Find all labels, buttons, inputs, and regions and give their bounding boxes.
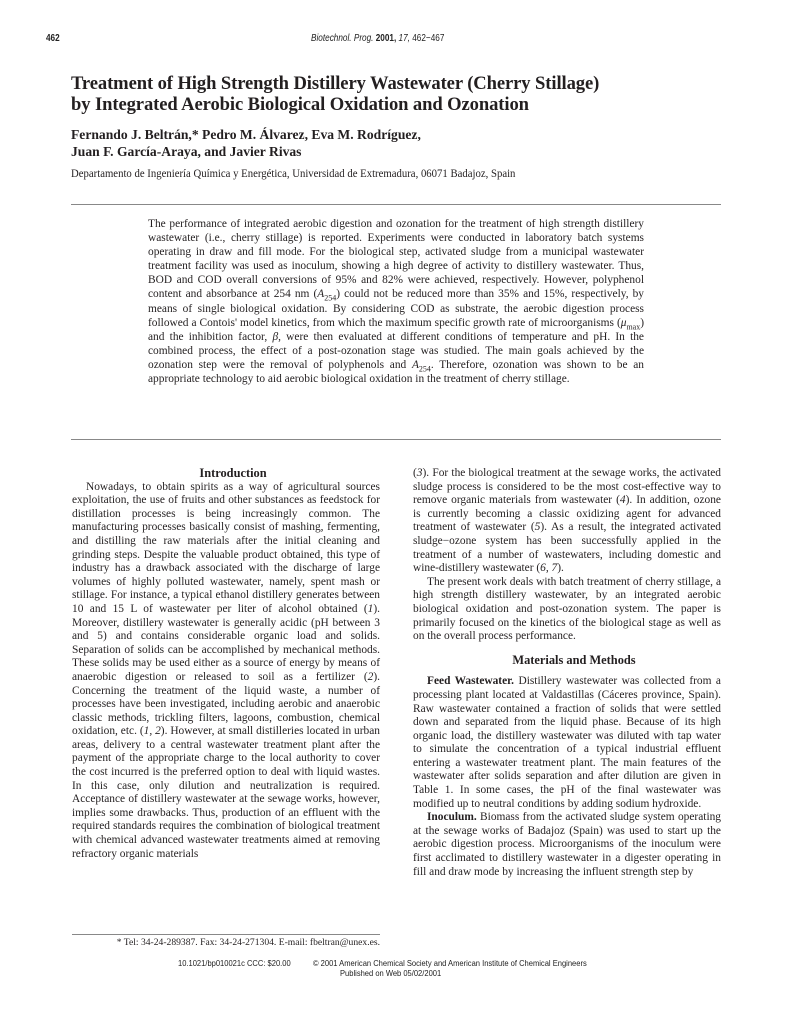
corresponding-author-footnote: * Tel: 34-24-289387. Fax: 34-24-271304. E-mail: fbeltran@unex.es.: [116, 937, 380, 948]
right-column: [413, 467, 721, 879]
affiliation: Departamento de Ingeniería Química y Energética, Universidad de Extremadura, 06071 Badajoz, Spain: [71, 168, 516, 180]
abstract-text-1: The performance of integrated aerobic digestion and ozonation for the treatment of high strength distillery wastewater (i.e., cherry stillage) is reported. Experiments were conducted in laboratory batch systems operating in draw and fill mode. For the biological step, activated sludge from a municipal wastewater treatment facility was used as inoculum, showing a high degree of activity to distillery wastewater. Thus, BOD and COD overall conversions of 95% and 82% were achieved, respectively. However, polyphenol content and absorbance at 254 nm (: [148, 218, 644, 301]
intro-text: ). In addition, ozone is currently becoming a classic oxidizing agent for advanced treatment of wastewater (: [413, 494, 721, 534]
published-date: Published on Web 05/02/2001: [340, 968, 442, 978]
title-line-2: by Integrated Aerobic Biological Oxidation and Ozonation: [71, 94, 529, 115]
copyright: © 2001 American Chemical Society and American Institute of Chemical Engineers: [313, 958, 587, 968]
intro-text: ).: [557, 562, 564, 575]
journal-pages: 462−467: [412, 33, 445, 44]
abstract-top-rule: [71, 204, 721, 205]
methods-heading: Materials and Methods: [512, 652, 636, 667]
intro-paragraph-2: The present work deals with batch treatment of cherry stillage, a high strength distillery wastewater, by an integrated aerobic biological oxidation and post-ozonation system. The paper is primarily focused on the kinetics of the biological stage as well as on the overall process performance.: [413, 575, 721, 643]
journal-name: Biotechnol. Prog.: [311, 33, 374, 44]
abstract: [148, 217, 644, 386]
citation-ref[interactable]: 1: [367, 602, 374, 615]
citation-ref[interactable]: 2: [367, 670, 374, 683]
authors-line-2: Juan F. García-Araya, and Javier Rivas: [71, 144, 302, 159]
journal-citation: [311, 33, 444, 44]
feed-wastewater-label: Feed Wastewater.: [427, 675, 515, 688]
abstract-bottom-rule: [71, 439, 721, 440]
introduction-heading: Introduction: [199, 466, 267, 480]
footnote-rule: [72, 934, 380, 935]
inoculum-label: Inoculum.: [427, 811, 477, 824]
page-number: 462: [46, 33, 60, 44]
journal-year: 2001,: [375, 33, 397, 44]
intro-text: (: [413, 467, 417, 479]
abstract-text-3: ) and the inhibition factor,: [148, 316, 644, 343]
mu-subscript: max: [626, 321, 641, 331]
intro-paragraph-1-continued: [413, 467, 721, 576]
author-list: [71, 126, 421, 160]
intro-text: ). For the biological treatment at the sewage works, the activated sludge process is considered to be the most cost-effective way to remove organic materials from wastewater (: [413, 467, 721, 507]
article-title: [71, 73, 751, 115]
inoculum-paragraph: [413, 811, 721, 879]
inoculum-text: Biomass from the activated sludge system operating at the sewage works of Badajoz (Spain) was used to start up the aerobic digestion process. Microorganisms of the inoculum were first acclimated to distillery wastewater in a digester operating in fill and draw mode by increasing the influent strength step by: [413, 811, 721, 878]
abstract-text-5: . Therefore, ozonation was shown to be an appropriate technology to aid aerobic biological oxidation in the treatment of cherry stillage.: [148, 358, 644, 386]
citation-ref[interactable]: 5: [534, 521, 541, 534]
citation-ref[interactable]: 1, 2: [143, 725, 161, 738]
a254-subscript-2: 254: [418, 364, 431, 374]
citation-ref[interactable]: 3: [416, 467, 423, 479]
citation-ref[interactable]: 4: [619, 494, 626, 507]
intro-text: Nowadays, to obtain spirits as a way of agricultural sources exploitation, the use of fruits and other substances as feedstock for distillation processes is being increasingly common. The manufacturing processes basically consist of mashing, fermenting, and distilling the raw materials after the initial cleaning and grinding steps. Despite the valuable product obtained, this type of industry has a drawback associated with the discharge of large volumes of highly polluted wastewater, namely, spent mash or stillage. For instance, a typical ethanol distillery generates between 10 and 15 L of wastewater per liter of alcohol obtained (: [72, 480, 380, 615]
beta-symbol: β: [272, 330, 279, 343]
authors-line-1: Fernando J. Beltrán,* Pedro M. Álvarez, Eva M. Rodríguez,: [71, 127, 421, 142]
citation-ref[interactable]: 6, 7: [540, 562, 558, 575]
left-column: [72, 467, 380, 861]
intro-paragraph-1: [72, 481, 380, 862]
feed-wastewater-text: Distillery wastewater was collected from a processing plant located at Valdastillas (Cáceres province, Spain). Raw wastewater contained a fraction of solids that were settled down and separated from the liquid phase. Because of its high organic load, the distillery wastewater was diluted with tap water to simulate the concentration of a typical industrial effluent entering a wastewater treatment plant. The main features of the wastewater after solids separation and after dilution are given in Table 1. In some cases, the pH of the final wastewater was modified up to neutral conditions by adding sodium hydroxide.: [413, 675, 721, 810]
title-line-1: Treatment of High Strength Distillery Wastewater (Cherry Stillage): [71, 73, 600, 94]
abstract-text-2: ) could not be reduced more than 35% and 15%, respectively, by means of single biological oxidation. By considering COD as substrate, the aerobic digestion process followed a Contois' model kinetics, from which the maximum specific growth rate of microorganisms (: [148, 288, 645, 329]
intro-text: ). However, at small distilleries located in urban areas, delivery to a central wastewater treatment plant after the payment of the appropriate charge to the local authority to cover the cost incurred is the preferred option to deal with liquid wastes. In this case, only dilution and neutralization is required. Acceptance of distillery wastewater at the sewage works, however, implies some drawbacks. Thus, production of an effluent with the required standards requires the combination of biological treatment with chemical advanced wastewater treatments aimed at removing refractory organic materials: [72, 725, 380, 860]
journal-volume: 17,: [398, 33, 410, 44]
intro-text: ). Concerning the treatment of the liquid waste, a number of processes have been investigated, including aerobic and anaerobic classic methods, trickling filters, lagoons, combustion, chemical oxidation, etc. (: [72, 670, 380, 738]
feed-wastewater-paragraph: [413, 675, 721, 811]
a254-subscript: 254: [324, 293, 337, 303]
intro-text: ). As a result, the integrated activated sludge−ozone system has been successfully applied in the treatment of a number of wastewaters, including domestic and wine-distillery wastewater (: [413, 521, 721, 575]
abstract-text-4: , were then evaluated at different conditions of temperature and pH. In the combined process, the effect of a post-ozonation stage was studied. The main goals achieved by the ozonation step were the removal of polyphenols and: [148, 330, 644, 371]
mu-symbol: μ: [620, 316, 627, 329]
intro-text: ). Moreover, distillery wastewater is generally acidic (pH between 3 and 5) and contains considerable organic load and solids. Separation of solids can be accomplished by mechanical methods. These solids may be used either as a source of energy by means of anaerobic digestion or released to soil as a fertilizer (: [72, 602, 380, 683]
a254-symbol: A: [317, 288, 325, 301]
a254-symbol-2: A: [411, 358, 419, 371]
doi-ccc: 10.1021/bp010021c CCC: $20.00: [178, 958, 291, 968]
